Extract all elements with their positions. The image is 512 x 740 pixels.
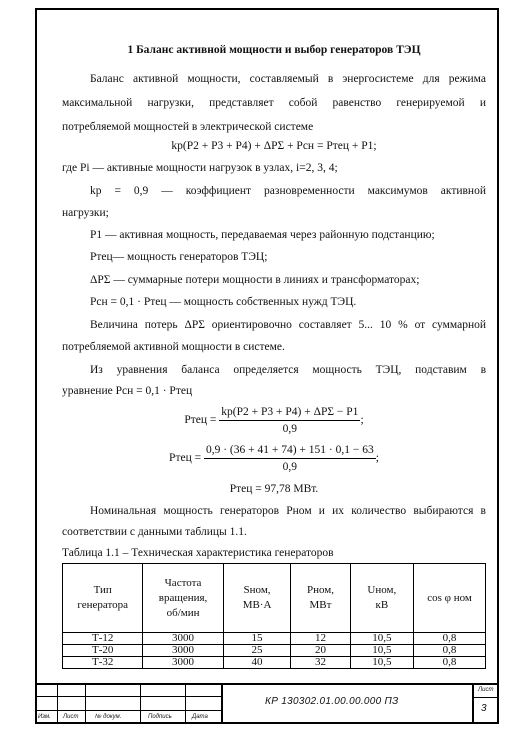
cell: 40 <box>223 657 291 669</box>
generator-table <box>62 563 486 669</box>
sheet-number: 3 <box>481 703 487 714</box>
header-type-l2: генератора <box>77 599 129 611</box>
nominal-line-1: Номинальная мощность генераторов Pном и их количество выбираются в <box>90 505 486 517</box>
table-caption: Таблица 1.1 – Техническая характеристика генераторов <box>62 547 334 559</box>
stamp-col-4 <box>185 683 186 724</box>
header-u-l1: Uном, <box>367 584 397 596</box>
header-speed-l1: Частота <box>164 576 202 589</box>
stamp-label-izm: Изм. <box>38 714 51 720</box>
cell: 3000 <box>143 657 223 669</box>
cell: 3000 <box>143 645 223 657</box>
intro-line-1: Баланс активной мощности, составляемый в энергосистеме для режима <box>90 73 486 85</box>
header-speed <box>143 564 223 633</box>
header-cos <box>414 564 486 633</box>
header-p-l2: МВт <box>309 599 332 611</box>
intro-line-3: потребляемой мощностей в электрической системе <box>62 121 314 133</box>
stamp-row-line-2 <box>35 710 222 711</box>
cell: 10,5 <box>350 633 413 645</box>
title-block <box>35 683 499 724</box>
cell: 12 <box>291 633 350 645</box>
header-type-l1: Тип <box>93 584 112 596</box>
cell: 10,5 <box>350 657 413 669</box>
header-u-nom <box>350 564 413 633</box>
header-speed-l3: об/мин <box>166 606 200 619</box>
losses-line-1: Величина потерь ΔPΣ ориентировочно составляет 5... 10 % от суммарной <box>90 319 486 331</box>
header-p-l1: Pном, <box>306 584 334 596</box>
where-pi-line: где Pi — активные мощности нагрузок в узлах, i=2, 3, 4; <box>62 162 338 174</box>
balance-equation: kp(P2 + P3 + P4) + ΔPΣ + Pсн = Pтец + P1; <box>171 140 377 152</box>
p1-line: P1 — активная мощность, передаваемая через районную подстанцию; <box>90 229 435 241</box>
header-s-l2: МВ·А <box>242 599 272 611</box>
nominal-line-2: соответствии с данными таблицы 1.1. <box>62 526 247 538</box>
header-s-l1: Sном, <box>243 584 271 596</box>
cell: 0,8 <box>414 633 486 645</box>
table-row <box>63 657 486 669</box>
header-type <box>63 564 143 633</box>
cell: 3000 <box>143 633 223 645</box>
dp-line: ΔPΣ — суммарные потери мощности в линиях и трансформаторах; <box>90 274 420 286</box>
cell: 15 <box>223 633 291 645</box>
sheet-label: Лист <box>478 687 494 693</box>
numeric-end: ; <box>375 452 379 465</box>
cell: 25 <box>223 645 291 657</box>
psn-line: Pсн = 0,1 · Pтец — мощность собственных нужд ТЭЦ. <box>90 296 357 308</box>
cell: Т-20 <box>63 645 143 657</box>
cell: Т-12 <box>63 633 143 645</box>
document-code: КР 130302.01.00.00.000 ПЗ <box>265 696 399 707</box>
ptec-line: Pтец— мощность генераторов ТЭЦ; <box>90 251 268 263</box>
stamp-sheet-line <box>472 697 499 698</box>
stamp-label-doc: № докум. <box>95 714 122 720</box>
table-row <box>63 645 486 657</box>
formula-numeric <box>62 442 486 475</box>
stamp-col-1 <box>57 683 58 724</box>
header-s-nom <box>223 564 291 633</box>
stamp-label-sign: Подпись <box>148 714 172 720</box>
stamp-col-2 <box>85 683 86 724</box>
kp-line-2: нагрузки; <box>62 207 109 219</box>
formula-end: ; <box>360 414 364 427</box>
formula-ptec <box>62 404 486 437</box>
numeric-fraction <box>204 442 376 475</box>
formula-denominator: 0,9 <box>282 423 298 435</box>
numeric-denominator: 0,9 <box>282 461 298 473</box>
intro-line-2: максимальной нагрузки, представляет собой равенство генерируемой и <box>62 97 486 109</box>
table-header-row <box>63 564 486 633</box>
section-title: 1 Баланс активной мощности и выбор генераторов ТЭЦ <box>127 44 421 56</box>
stamp-label-list: Лист <box>63 714 79 720</box>
numeric-numerator: 0,9 · (36 + 41 + 74) + 151 · 0,1 − 63 <box>204 442 376 459</box>
stamp-label-date: Дата <box>192 714 208 720</box>
cell: 10,5 <box>350 645 413 657</box>
header-u-l2: кВ <box>375 599 389 611</box>
numeric-lhs: Pтец = <box>169 452 202 465</box>
formula-numerator: kp(P2 + P3 + P4) + ΔPΣ − P1 <box>219 404 360 421</box>
cell: 0,8 <box>414 657 486 669</box>
formula-lhs: Pтец = <box>184 414 217 427</box>
losses-line-2: потребляемой активной мощности в системе. <box>62 341 285 353</box>
stamp-col-5 <box>221 683 223 724</box>
result-line: Pтец = 97,78 МВт. <box>229 483 319 495</box>
header-cos-l1: cos φ ном <box>427 591 472 604</box>
stamp-col-sheet <box>472 683 474 724</box>
from-line-1: Из уравнения баланса определяется мощность ТЭЦ, подставим в <box>90 364 486 376</box>
from-line-2: уравнение Pсн = 0,1 · Pтец <box>62 385 193 397</box>
stamp-row-line-1 <box>35 696 222 697</box>
cell: 32 <box>291 657 350 669</box>
kp-line-1: kр = 0,9 — коэффициент разновременности максимумов активной <box>90 185 486 197</box>
header-p-nom <box>291 564 350 633</box>
stamp-col-3 <box>140 683 141 724</box>
stamp-top-border <box>35 683 499 685</box>
formula-fraction <box>219 404 360 437</box>
header-speed-l2: вращения, <box>158 591 208 604</box>
cell: 20 <box>291 645 350 657</box>
cell: Т-32 <box>63 657 143 669</box>
cell: 0,8 <box>414 645 486 657</box>
table-row <box>63 633 486 645</box>
